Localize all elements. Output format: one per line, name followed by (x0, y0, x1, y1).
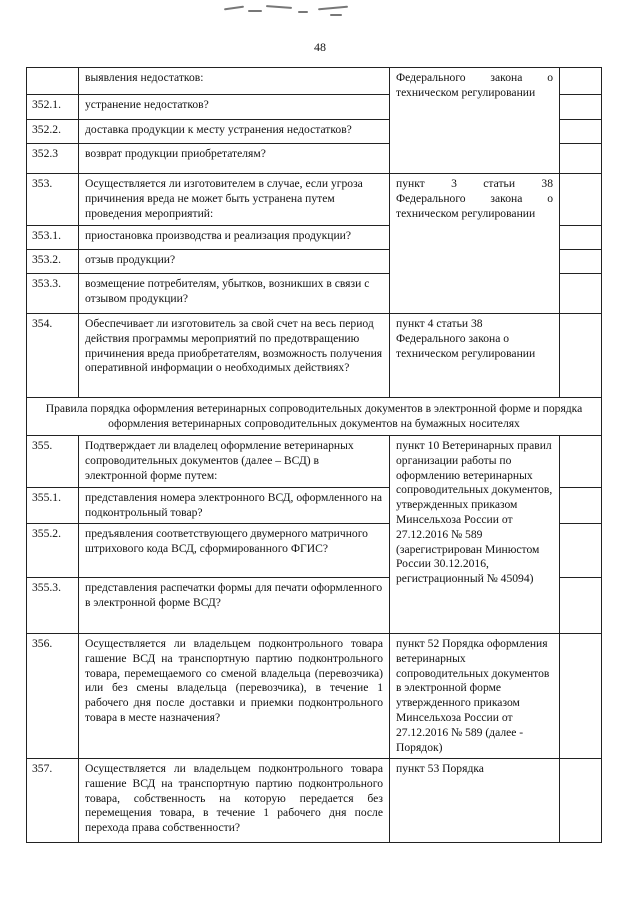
question-text: приостановка производства и реализация продукции? (79, 226, 390, 250)
legal-reference: пункт 53 Порядка (390, 759, 560, 843)
row-number: 355. (27, 436, 79, 488)
answer-cell[interactable] (560, 120, 602, 144)
row-number: 357. (27, 759, 79, 843)
answer-cell[interactable] (560, 436, 602, 488)
table-row (27, 436, 602, 488)
row-number: 355.2. (27, 524, 79, 578)
row-number (27, 68, 79, 95)
question-text: возврат продукции приобретателям? (79, 144, 390, 174)
row-number: 352.3 (27, 144, 79, 174)
answer-cell[interactable] (560, 68, 602, 95)
question-text: выявления недостатков: (79, 68, 390, 95)
legal-reference: пункт 52 Порядка оформления ветеринарных сопроводительных документов в электронной форме утвержденного приказом Минсельхоза России от 27.12.2016 № 589 (далее - Порядок) (390, 634, 560, 759)
question-text: Осуществляется ли владельцем подконтрольного товара гашение ВСД на транспортную партию подконтрольного товара, перемещаемого со сменой владельца (перевозчика) или без смены владельца (перевозчика), в течение 1 рабочего дня после доставки и приемки подконтрольного товара в месте назначения? (79, 634, 390, 759)
table-row (27, 314, 602, 398)
question-text: представления номера электронного ВСД, оформленного на подконтрольный товар? (79, 488, 390, 524)
table-row (27, 174, 602, 226)
row-number: 352.1. (27, 95, 79, 120)
row-number: 353.2. (27, 250, 79, 274)
answer-cell[interactable] (560, 524, 602, 578)
question-text: отзыв продукции? (79, 250, 390, 274)
question-text: возмещение потребителям, убытков, возникших в связи с отзывом продукции? (79, 274, 390, 314)
legal-reference: Федерального закона о техническом регулировании (390, 68, 560, 174)
section-heading: Правила порядка оформления ветеринарных сопроводительных документов в электронной форме и порядка оформления ветеринарных сопроводительных документов на бумажных носителях (27, 398, 602, 436)
legal-reference: пункт 4 статьи 38 Федерального закона о техническом регулировании (390, 314, 560, 398)
row-number: 353.1. (27, 226, 79, 250)
answer-cell[interactable] (560, 634, 602, 759)
answer-cell[interactable] (560, 578, 602, 634)
question-text: доставка продукции к месту устранения недостатков? (79, 120, 390, 144)
row-number: 355.1. (27, 488, 79, 524)
answer-cell[interactable] (560, 174, 602, 226)
inspection-checklist-table (26, 67, 602, 843)
row-number: 352.2. (27, 120, 79, 144)
legal-reference: пункт 3 статьи 38 Федерального закона о техническом регулировании (390, 174, 560, 314)
legal-reference: пункт 10 Ветеринарных правил организации работы по оформлению ветеринарных сопроводительных документов, утвержденных приказом Минсельхоза России от 27.12.2016 № 589 (зарегистрирован Минюстом России 30.12.2016, регистрационный № 45094) (390, 436, 560, 634)
table-row (27, 68, 602, 95)
answer-cell[interactable] (560, 95, 602, 120)
section-row (27, 398, 602, 436)
table-row (27, 634, 602, 759)
row-number: 356. (27, 634, 79, 759)
row-number: 353.3. (27, 274, 79, 314)
answer-cell[interactable] (560, 488, 602, 524)
question-text: Осуществляется ли изготовителем в случае, если угроза причинения вреда не может быть устранена путем проведения мероприятий: (79, 174, 390, 226)
page-number: 48 (314, 40, 326, 54)
answer-cell[interactable] (560, 314, 602, 398)
question-text: представления распечатки формы для печати оформленного в электронной форме ВСД? (79, 578, 390, 634)
question-text: Осуществляется ли владельцем подконтрольного товара гашение ВСД на транспортную партию подконтрольного товара, собственность на которую передается без перемещения товара, в течение 1 рабочего дня после перехода права собственности? (79, 759, 390, 843)
answer-cell[interactable] (560, 274, 602, 314)
question-text: Обеспечивает ли изготовитель за свой счет на весь период действия программы мероприятий по предотвращению причинения вреда приобретателям, возможность получения оперативной информации о необходимых действиях? (79, 314, 390, 398)
row-number: 354. (27, 314, 79, 398)
row-number: 355.3. (27, 578, 79, 634)
answer-cell[interactable] (560, 226, 602, 250)
row-number: 353. (27, 174, 79, 226)
stamp-marks (222, 4, 362, 20)
answer-cell[interactable] (560, 759, 602, 843)
table-row (27, 759, 602, 843)
answer-cell[interactable] (560, 144, 602, 174)
question-text: Подтверждает ли владелец оформление ветеринарных сопроводительных документов (далее – ВСД) в электронной форме путем: (79, 436, 390, 488)
question-text: предъявления соответствующего двумерного матричного штрихового кода ВСД, сформированного ФГИС? (79, 524, 390, 578)
question-text: устранение недостатков? (79, 95, 390, 120)
answer-cell[interactable] (560, 250, 602, 274)
